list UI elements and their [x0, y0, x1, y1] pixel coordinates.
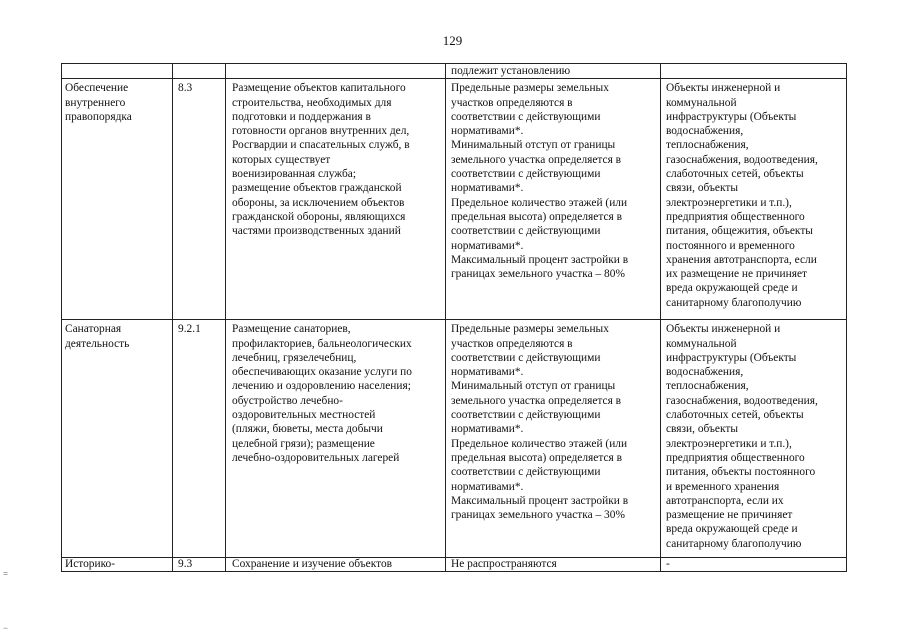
cell-params: Не распространяются	[446, 558, 661, 572]
margin-mark: −	[3, 623, 9, 633]
land-use-table	[61, 63, 847, 572]
cell-code: 8.3	[173, 79, 226, 320]
cell-name: Санаторная деятельность	[62, 320, 173, 558]
table-row-continuation	[62, 64, 847, 79]
cell-auxiliary: Объекты инженерной и коммунальной инфраструктуры (Объекты водоснабжения, теплоснабжения, газоснабжения, водоотведения, слаботочных сетей, объекты связи, объекты электроэнергетики и т.п.), предприятия общественного питания, общежития, объекты постоянного и временного хранения автотранспорта, если их размещение не причиняет вреда окружающей среде и санитарному благополучию	[661, 79, 847, 320]
cell-description	[226, 64, 446, 79]
cell-name: Обеспечение внутреннего правопорядка	[62, 79, 173, 320]
cell-auxiliary: Объекты инженерной и коммунальной инфраструктуры (Объекты водоснабжения, теплоснабжения, газоснабжения, водоотведения, слаботочных сетей, объекты связи, объекты электроэнергетики и т.п.), предприятия общественного питания, объекты постоянного и временного хранения автотранспорта, если их размещение не причиняет вреда окружающей среде и санитарному благополучию	[661, 320, 847, 558]
table-row	[62, 558, 847, 572]
margin-mark: =	[3, 569, 9, 579]
cell-params: Предельные размеры земельных участков определяются в соответствии с действующими нормативами*. Минимальный отступ от границы земельного участка определяется в соответствии с действующими нормативами*. Предельное количество этажей (или предельная высота) определяется в соответствии с действующими нормативами*. Максимальный процент застройки в границах земельного участка – 80%	[446, 79, 661, 320]
cell-code	[173, 64, 226, 79]
page-number: 129	[442, 33, 463, 48]
cell-auxiliary	[661, 64, 847, 79]
cell-name: Историко-	[62, 558, 173, 572]
cell-auxiliary: -	[661, 558, 847, 572]
cell-description: Размещение санаториев, профилакториев, бальнеологических лечебниц, грязелечебниц, обеспечивающих оказание услуги по лечению и оздоровлению населения; обустройство лечебно- оздоровительных местностей (пляжи, бюветы, места добычи целебной грязи); размещение лечебно-оздоровительных лагерей	[226, 320, 446, 558]
cell-params: Предельные размеры земельных участков определяются в соответствии с действующими нормативами*. Минимальный отступ от границы земельного участка определяется в соответствии с действующими нормативами*. Предельное количество этажей (или предельная высота) определяется в соответствии с действующими нормативами*. Максимальный процент застройки в границах земельного участка – 30%	[446, 320, 661, 558]
cell-description: Сохранение и изучение объектов	[226, 558, 446, 572]
cell-name	[62, 64, 173, 79]
cell-code: 9.3	[173, 558, 226, 572]
cell-params: подлежит установлению	[446, 64, 661, 79]
cell-code: 9.2.1	[173, 320, 226, 558]
table-row	[62, 320, 847, 558]
table-row	[62, 79, 847, 320]
cell-description: Размещение объектов капитального строительства, необходимых для подготовки и поддержания в готовности органов внутренних дел, Росгвардии и спасательных служб, в которых существует военизированная служба; размещение объектов гражданской обороны, за исключением объектов гражданской обороны, являющихся частями производственных зданий	[226, 79, 446, 320]
